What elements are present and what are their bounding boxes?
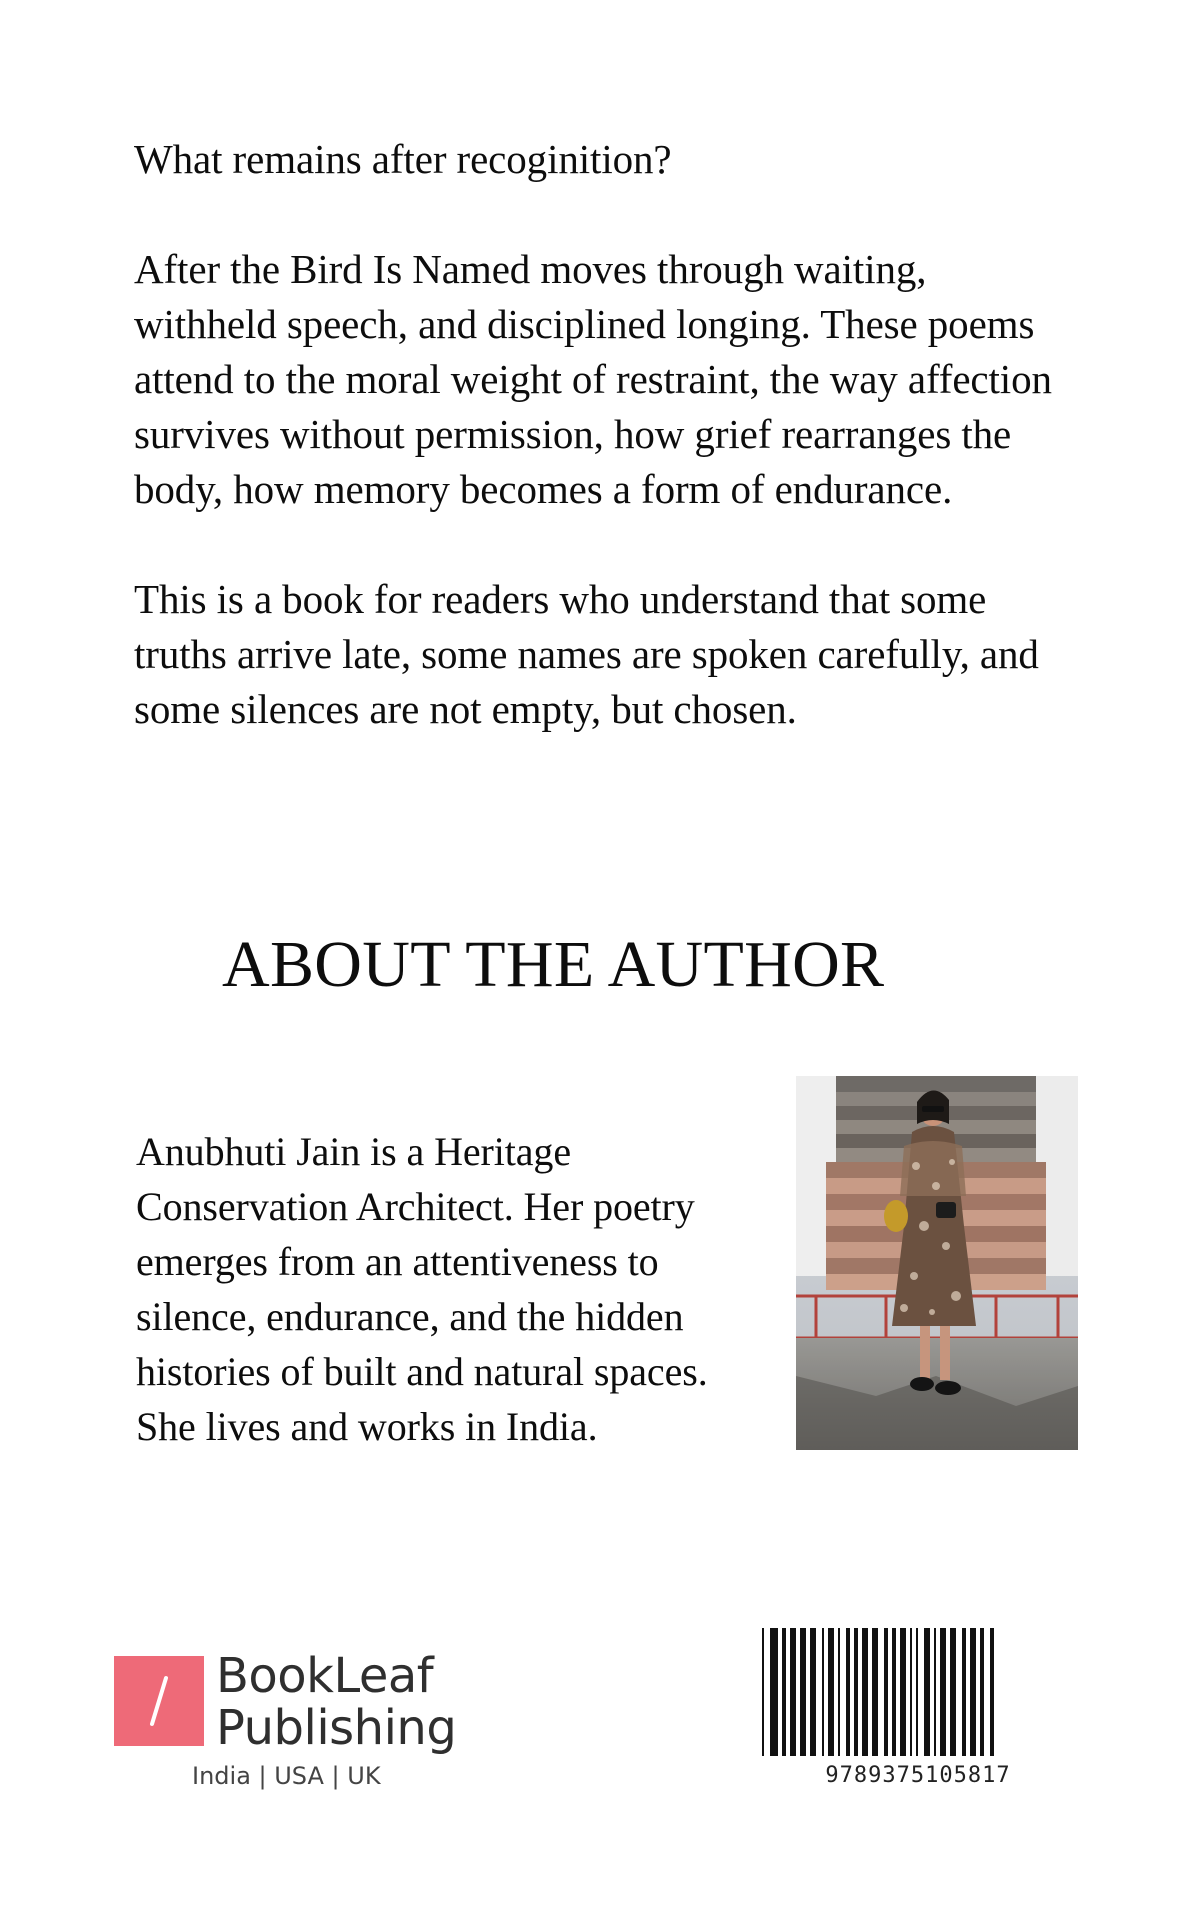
slash-icon [114, 1656, 204, 1746]
barcode-bar [800, 1628, 806, 1756]
blurb-line: After the Bird Is Named moves through waiting, [134, 246, 927, 292]
barcode-bar [970, 1628, 976, 1756]
barcode-bar [762, 1628, 764, 1756]
isbn-number: 9789375105817 [825, 1763, 1011, 1788]
barcode-bar [790, 1628, 796, 1756]
barcode-bar [924, 1628, 930, 1756]
blurb-line: body, how memory becomes a form of endurance. [134, 466, 953, 512]
barcode-bar [962, 1628, 966, 1756]
barcode-bar [900, 1628, 906, 1756]
blurb-line: survives without permission, how grief rearranges the [134, 411, 1012, 457]
publisher-name-line2: Publishing [216, 1700, 457, 1756]
barcode-bar [892, 1628, 896, 1756]
blurb-line: some silences are not empty, but chosen. [134, 686, 797, 732]
barcode-bar [872, 1628, 878, 1756]
blurb-line: withheld speech, and disciplined longing. These poems [134, 301, 1035, 347]
bio-line: emerges from an attentiveness to [136, 1239, 659, 1284]
barcode-bar [810, 1628, 816, 1756]
blurb-line: attend to the moral weight of restraint, the way affection [134, 356, 1052, 402]
bio-line: She lives and works in India. [136, 1404, 598, 1449]
barcode-bar [940, 1628, 946, 1756]
barcode-bar [950, 1628, 956, 1756]
barcode-bar [916, 1628, 918, 1756]
publisher-name-line1: BookLeaf [216, 1648, 434, 1704]
barcode-bar [980, 1628, 984, 1756]
barcode-bar [846, 1628, 850, 1756]
bio-line: Conservation Architect. Her poetry [136, 1184, 695, 1229]
blurb-line: truths arrive late, some names are spoken carefully, and [134, 631, 1039, 677]
barcode-bar [884, 1628, 888, 1756]
isbn-barcode [758, 1628, 1078, 1756]
publisher-regions: India | USA | UK [192, 1762, 381, 1790]
bio-line: Anubhuti Jain is a Heritage [136, 1129, 571, 1174]
about-heading: ABOUT THE AUTHOR [222, 928, 885, 1001]
blurb-question: What remains after recoginition? [134, 136, 672, 182]
barcode-bar [854, 1628, 858, 1756]
publisher-logo-mark [114, 1656, 204, 1746]
barcode-bar [838, 1628, 840, 1756]
barcode-bar [828, 1628, 834, 1756]
barcode-bar [770, 1628, 778, 1756]
barcode-bar [822, 1628, 824, 1756]
blurb-line: This is a book for readers who understand that some [134, 576, 987, 622]
barcode-bar [934, 1628, 936, 1756]
barcode-bar [782, 1628, 786, 1756]
barcode-bar [990, 1628, 994, 1756]
author-photo [796, 1076, 1078, 1450]
barcode-bar [910, 1628, 912, 1756]
bio-line: silence, endurance, and the hidden [136, 1294, 684, 1339]
barcode-bar [862, 1628, 868, 1756]
bio-line: histories of built and natural spaces. [136, 1349, 708, 1394]
